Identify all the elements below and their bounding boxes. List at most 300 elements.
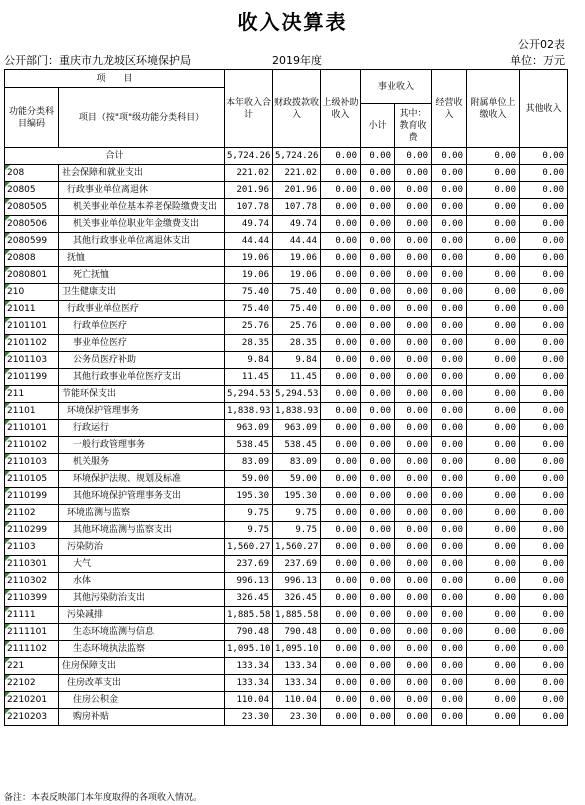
cell-value: 0.00 (520, 675, 568, 692)
table-row (5, 369, 568, 386)
cell-value: 0.00 (395, 590, 432, 607)
cell-value: 0.00 (361, 590, 395, 607)
cell-value: 59.00 (273, 471, 321, 488)
cell-value: 9.75 (225, 505, 273, 522)
row-name: 事业单位医疗 (59, 335, 225, 352)
row-name: 生态环境执法监察 (59, 641, 225, 658)
cell-value: 0.00 (361, 216, 395, 233)
row-code: 22102 (5, 675, 59, 692)
cell-value: 0.00 (361, 624, 395, 641)
row-name: 水体 (59, 573, 225, 590)
cell-value: 0.00 (432, 675, 467, 692)
cell-value: 0.00 (395, 335, 432, 352)
row-name: 一般行政管理事务 (59, 437, 225, 454)
cell-value: 1,885.58 (273, 607, 321, 624)
cell-value: 0.00 (361, 301, 395, 318)
cell-value: 0.00 (395, 556, 432, 573)
cell-value: 0.00 (432, 182, 467, 199)
cell-value: 0.00 (321, 505, 361, 522)
cell-value: 0.00 (395, 624, 432, 641)
cell-value: 0.00 (467, 148, 520, 165)
cell-value: 44.44 (273, 233, 321, 250)
row-name: 卫生健康支出 (59, 284, 225, 301)
cell-value: 0.00 (321, 199, 361, 216)
cell-value: 1,838.93 (273, 403, 321, 420)
cell-value: 0.00 (321, 250, 361, 267)
cell-value: 0.00 (395, 233, 432, 250)
cell-value: 0.00 (432, 148, 467, 165)
cell-value: 0.00 (432, 607, 467, 624)
cell-value: 0.00 (395, 573, 432, 590)
cell-value: 201.96 (225, 182, 273, 199)
cell-value: 23.30 (273, 709, 321, 726)
table-row (5, 437, 568, 454)
table-row (5, 420, 568, 437)
cell-value: 538.45 (225, 437, 273, 454)
row-code: 2110199 (5, 488, 59, 505)
row-code: 2080599 (5, 233, 59, 250)
cell-value: 107.78 (273, 199, 321, 216)
table-row (5, 216, 568, 233)
row-code: 2101102 (5, 335, 59, 352)
cell-value: 0.00 (467, 386, 520, 403)
cell-value: 44.44 (225, 233, 273, 250)
row-code: 2080506 (5, 216, 59, 233)
cell-value: 0.00 (321, 284, 361, 301)
cell-value: 0.00 (432, 267, 467, 284)
cell-value: 0.00 (395, 267, 432, 284)
table-row (5, 641, 568, 658)
cell-value: 0.00 (467, 437, 520, 454)
cell-value: 0.00 (321, 607, 361, 624)
cell-value: 0.00 (321, 233, 361, 250)
cell-value: 0.00 (361, 709, 395, 726)
cell-value: 133.34 (225, 658, 273, 675)
cell-value: 83.09 (273, 454, 321, 471)
cell-value: 0.00 (467, 403, 520, 420)
row-name: 其他污染防治支出 (59, 590, 225, 607)
cell-value: 0.00 (361, 692, 395, 709)
cell-value: 0.00 (467, 165, 520, 182)
cell-value: 0.00 (520, 539, 568, 556)
header-upper: 上级补助收入 (321, 70, 361, 148)
cell-value: 59.00 (225, 471, 273, 488)
cell-value: 0.00 (432, 437, 467, 454)
cell-value: 0.00 (395, 352, 432, 369)
cell-value: 0.00 (395, 454, 432, 471)
cell-value: 0.00 (467, 335, 520, 352)
cell-value: 0.00 (432, 284, 467, 301)
table-row (5, 352, 568, 369)
cell-value: 0.00 (361, 250, 395, 267)
cell-value: 49.74 (273, 216, 321, 233)
row-code: 2080801 (5, 267, 59, 284)
cell-value: 0.00 (432, 573, 467, 590)
cell-value: 0.00 (432, 420, 467, 437)
cell-value: 83.09 (225, 454, 273, 471)
row-code: 21101 (5, 403, 59, 420)
cell-value: 0.00 (467, 505, 520, 522)
cell-value: 19.06 (273, 250, 321, 267)
row-code: 2110299 (5, 522, 59, 539)
cell-value: 0.00 (361, 284, 395, 301)
cell-value: 0.00 (321, 488, 361, 505)
cell-value: 0.00 (520, 709, 568, 726)
cell-value: 0.00 (520, 301, 568, 318)
table-row (5, 403, 568, 420)
row-name: 行政运行 (59, 420, 225, 437)
cell-value: 0.00 (432, 471, 467, 488)
cell-value: 0.00 (432, 165, 467, 182)
row-code: 2101101 (5, 318, 59, 335)
cell-value: 996.13 (273, 573, 321, 590)
fiscal-year: 2019年度 (272, 54, 322, 67)
cell-value: 0.00 (520, 182, 568, 199)
cell-value: 0.00 (361, 454, 395, 471)
header-biz: 事业收入 (361, 70, 432, 104)
row-code: 2111102 (5, 641, 59, 658)
table-row (5, 335, 568, 352)
cell-value: 0.00 (321, 165, 361, 182)
row-code: 2110302 (5, 573, 59, 590)
row-name: 行政单位医疗 (59, 318, 225, 335)
row-code: 2111101 (5, 624, 59, 641)
cell-value: 0.00 (395, 692, 432, 709)
cell-value: 0.00 (361, 505, 395, 522)
table-row (5, 250, 568, 267)
cell-value: 237.69 (225, 556, 273, 573)
row-name: 住房保障支出 (59, 658, 225, 675)
cell-value: 0.00 (467, 199, 520, 216)
cell-value: 0.00 (321, 624, 361, 641)
row-name: 机关事业单位基本养老保险缴费支出 (59, 199, 225, 216)
cell-value: 0.00 (467, 624, 520, 641)
cell-value: 0.00 (520, 420, 568, 437)
cell-value: 0.00 (395, 488, 432, 505)
cell-value: 0.00 (395, 522, 432, 539)
cell-value: 75.40 (273, 284, 321, 301)
cell-value: 11.45 (225, 369, 273, 386)
table-row (5, 522, 568, 539)
cell-value: 107.78 (225, 199, 273, 216)
cell-value: 0.00 (361, 403, 395, 420)
cell-value: 0.00 (321, 352, 361, 369)
cell-value: 0.00 (321, 522, 361, 539)
cell-value: 133.34 (225, 675, 273, 692)
cell-value: 0.00 (321, 658, 361, 675)
cell-value: 0.00 (520, 658, 568, 675)
cell-value: 0.00 (467, 556, 520, 573)
cell-value: 19.06 (225, 267, 273, 284)
table-row (5, 590, 568, 607)
cell-value: 28.35 (225, 335, 273, 352)
cell-value: 0.00 (395, 250, 432, 267)
cell-value: 0.00 (520, 318, 568, 335)
cell-value: 9.75 (273, 505, 321, 522)
row-code: 2110301 (5, 556, 59, 573)
row-name: 其他环境保护管理事务支出 (59, 488, 225, 505)
cell-value: 0.00 (361, 335, 395, 352)
cell-value: 0.00 (321, 369, 361, 386)
cell-value: 0.00 (361, 233, 395, 250)
cell-value: 0.00 (321, 556, 361, 573)
row-name: 机关服务 (59, 454, 225, 471)
cell-value: 0.00 (395, 284, 432, 301)
cell-value: 0.00 (520, 284, 568, 301)
cell-value: 963.09 (273, 420, 321, 437)
header-biz-edu: 其中：教育收费 (395, 104, 432, 148)
cell-value: 0.00 (395, 369, 432, 386)
cell-value: 0.00 (520, 352, 568, 369)
cell-value: 0.00 (395, 505, 432, 522)
cell-value: 0.00 (432, 403, 467, 420)
row-code: 21011 (5, 301, 59, 318)
cell-value: 790.48 (225, 624, 273, 641)
row-code: 2080505 (5, 199, 59, 216)
row-name: 社会保障和就业支出 (59, 165, 225, 182)
cell-value: 221.02 (225, 165, 273, 182)
cell-value: 0.00 (321, 148, 361, 165)
cell-value: 0.00 (361, 641, 395, 658)
department-label: 公开部门：重庆市九龙坡区环境保护局 (4, 54, 191, 67)
row-name: 购房补贴 (59, 709, 225, 726)
header-item: 项 目 (5, 70, 225, 88)
cell-value: 0.00 (467, 301, 520, 318)
cell-value: 0.00 (395, 675, 432, 692)
row-code: 20805 (5, 182, 59, 199)
cell-value: 9.75 (225, 522, 273, 539)
cell-value: 0.00 (395, 148, 432, 165)
table-row (5, 539, 568, 556)
header-name: 项目（按"项"级功能分类科目） (59, 88, 225, 148)
footnote: 备注：本表反映部门本年度取得的各项收入情况。 (4, 793, 203, 803)
cell-value: 0.00 (395, 301, 432, 318)
cell-value: 28.35 (273, 335, 321, 352)
row-name: 节能环保支出 (59, 386, 225, 403)
table-row (5, 556, 568, 573)
cell-value: 0.00 (467, 709, 520, 726)
income-table (4, 69, 568, 726)
cell-value: 0.00 (432, 199, 467, 216)
cell-value: 0.00 (321, 420, 361, 437)
row-code: 2110105 (5, 471, 59, 488)
cell-value: 0.00 (467, 250, 520, 267)
row-name: 环境保护管理事务 (59, 403, 225, 420)
cell-value: 5,724.26 (225, 148, 273, 165)
row-code: 2101199 (5, 369, 59, 386)
row-name: 住房改革支出 (59, 675, 225, 692)
cell-value: 0.00 (520, 488, 568, 505)
cell-value: 0.00 (361, 539, 395, 556)
row-name: 污染减排 (59, 607, 225, 624)
table-row (5, 165, 568, 182)
cell-value: 0.00 (395, 386, 432, 403)
row-code: 208 (5, 165, 59, 182)
cell-value: 0.00 (467, 420, 520, 437)
cell-value: 75.40 (273, 301, 321, 318)
cell-value: 0.00 (361, 573, 395, 590)
cell-value: 0.00 (321, 318, 361, 335)
cell-value: 9.75 (273, 522, 321, 539)
cell-value: 0.00 (520, 556, 568, 573)
cell-value: 195.30 (225, 488, 273, 505)
cell-value: 0.00 (395, 216, 432, 233)
row-code: 20808 (5, 250, 59, 267)
cell-value: 0.00 (432, 233, 467, 250)
cell-value: 110.04 (273, 692, 321, 709)
cell-value: 0.00 (467, 658, 520, 675)
row-code: 21111 (5, 607, 59, 624)
header-total: 本年收入合计 (225, 70, 273, 148)
cell-value: 0.00 (432, 539, 467, 556)
row-name: 生态环境监测与信息 (59, 624, 225, 641)
cell-value: 0.00 (520, 216, 568, 233)
cell-value: 0.00 (520, 250, 568, 267)
report-meta (4, 52, 581, 66)
row-code: 2110399 (5, 590, 59, 607)
cell-value: 1,095.10 (225, 641, 273, 658)
cell-value: 0.00 (520, 692, 568, 709)
cell-value: 9.84 (273, 352, 321, 369)
cell-value: 1,885.58 (225, 607, 273, 624)
cell-value: 0.00 (361, 199, 395, 216)
cell-value: 0.00 (361, 369, 395, 386)
cell-value: 0.00 (520, 573, 568, 590)
table-row (5, 267, 568, 284)
row-code: 21103 (5, 539, 59, 556)
cell-value: 9.84 (225, 352, 273, 369)
cell-value: 0.00 (361, 675, 395, 692)
cell-value: 0.00 (432, 318, 467, 335)
cell-value: 0.00 (432, 522, 467, 539)
cell-value: 0.00 (432, 301, 467, 318)
cell-value: 0.00 (361, 658, 395, 675)
table-header (5, 70, 568, 148)
cell-value: 0.00 (467, 233, 520, 250)
row-code: 221 (5, 658, 59, 675)
cell-value: 0.00 (321, 216, 361, 233)
cell-value: 237.69 (273, 556, 321, 573)
cell-value: 0.00 (467, 284, 520, 301)
table-row (5, 658, 568, 675)
cell-value: 0.00 (520, 148, 568, 165)
cell-value: 0.00 (520, 505, 568, 522)
cell-value: 0.00 (395, 403, 432, 420)
row-name: 行政事业单位离退休 (59, 182, 225, 199)
cell-value: 0.00 (321, 590, 361, 607)
cell-value: 0.00 (432, 641, 467, 658)
cell-value: 5,294.53 (225, 386, 273, 403)
table-row (5, 624, 568, 641)
row-name: 机关事业单位职业年金缴费支出 (59, 216, 225, 233)
cell-value: 0.00 (432, 454, 467, 471)
cell-value: 996.13 (225, 573, 273, 590)
row-code: 2110102 (5, 437, 59, 454)
cell-value: 0.00 (520, 471, 568, 488)
cell-value: 538.45 (273, 437, 321, 454)
cell-value: 0.00 (321, 403, 361, 420)
cell-value: 0.00 (467, 267, 520, 284)
cell-value: 195.30 (273, 488, 321, 505)
table-row (5, 607, 568, 624)
cell-value: 0.00 (395, 420, 432, 437)
cell-value: 0.00 (395, 165, 432, 182)
row-name: 环境监测与监察 (59, 505, 225, 522)
cell-value: 23.30 (225, 709, 273, 726)
cell-value: 110.04 (225, 692, 273, 709)
table-row (5, 318, 568, 335)
cell-value: 0.00 (395, 318, 432, 335)
cell-value: 49.74 (225, 216, 273, 233)
table-row (5, 505, 568, 522)
table-row (5, 386, 568, 403)
cell-value: 0.00 (520, 641, 568, 658)
header-code: 功能分类科目编码 (5, 88, 59, 148)
cell-value: 0.00 (395, 607, 432, 624)
cell-value: 0.00 (432, 250, 467, 267)
cell-value: 326.45 (273, 590, 321, 607)
cell-value: 25.76 (225, 318, 273, 335)
cell-value: 0.00 (520, 522, 568, 539)
report-title: 收入决算表 (237, 10, 348, 34)
cell-value: 0.00 (467, 182, 520, 199)
cell-value: 0.00 (520, 369, 568, 386)
table-row (5, 301, 568, 318)
cell-value: 0.00 (520, 267, 568, 284)
cell-value: 0.00 (432, 352, 467, 369)
cell-value: 0.00 (321, 709, 361, 726)
cell-value: 0.00 (321, 437, 361, 454)
cell-value: 0.00 (361, 488, 395, 505)
table-row (5, 675, 568, 692)
row-name: 公务员医疗补助 (59, 352, 225, 369)
cell-value: 0.00 (520, 335, 568, 352)
cell-value: 0.00 (361, 607, 395, 624)
cell-value: 0.00 (467, 216, 520, 233)
cell-value: 0.00 (321, 675, 361, 692)
table-row (5, 488, 568, 505)
cell-value: 0.00 (520, 590, 568, 607)
cell-value: 0.00 (467, 590, 520, 607)
cell-value: 0.00 (395, 471, 432, 488)
table-row (5, 454, 568, 471)
total-row (5, 148, 568, 165)
cell-value: 1,095.10 (273, 641, 321, 658)
cell-value: 0.00 (361, 182, 395, 199)
cell-value: 0.00 (432, 369, 467, 386)
cell-value: 0.00 (321, 641, 361, 658)
unit-label: 单位：万元 (510, 54, 565, 67)
cell-value: 0.00 (467, 641, 520, 658)
row-name: 污染防治 (59, 539, 225, 556)
cell-value: 0.00 (467, 352, 520, 369)
cell-value: 0.00 (321, 692, 361, 709)
row-code: 2101103 (5, 352, 59, 369)
cell-value: 133.34 (273, 658, 321, 675)
cell-value: 5,724.26 (273, 148, 321, 165)
cell-value: 0.00 (321, 301, 361, 318)
header-attached: 附属单位上缴收入 (467, 70, 520, 148)
table-row (5, 471, 568, 488)
table-row (5, 233, 568, 250)
row-name: 行政事业单位医疗 (59, 301, 225, 318)
cell-value: 0.00 (520, 403, 568, 420)
cell-value: 0.00 (520, 437, 568, 454)
total-label: 合计 (5, 148, 225, 165)
cell-value: 0.00 (321, 454, 361, 471)
row-name: 死亡抚恤 (59, 267, 225, 284)
row-code: 21102 (5, 505, 59, 522)
